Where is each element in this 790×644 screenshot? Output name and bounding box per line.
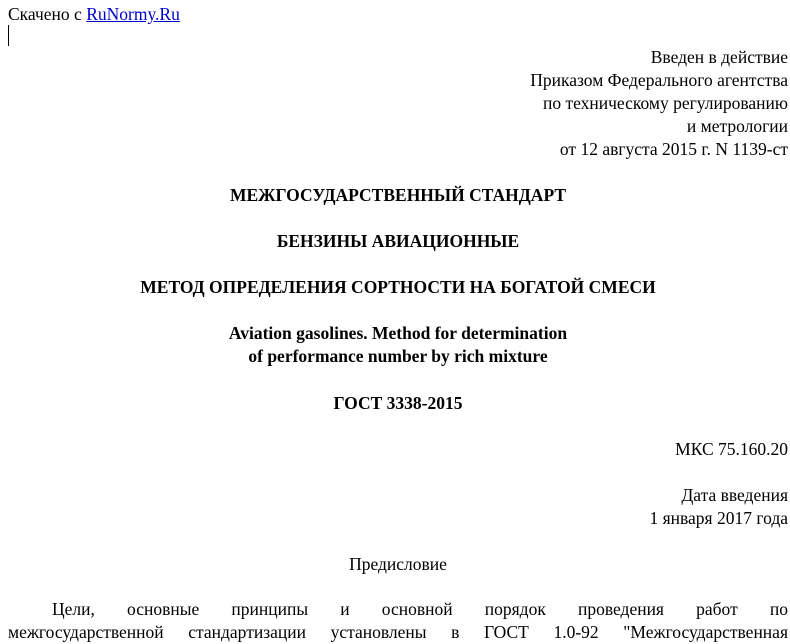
enactment-line: Введен в действие xyxy=(650,47,788,67)
title-line-2: МЕТОД ОПРЕДЕЛЕНИЯ СОРТНОСТИ НА БОГАТОЙ СМЕСИ xyxy=(140,277,656,297)
english-title-line-1: Aviation gasolines. Method for determination xyxy=(228,323,568,343)
enactment-line: и метрологии xyxy=(686,116,788,136)
intro-date-value: 1 января 2017 года xyxy=(649,508,788,528)
foreword-paragraph xyxy=(8,598,788,644)
enactment-line: Приказом Федерального агентства xyxy=(530,70,788,90)
enactment-line: от 12 августа 2015 г. N 1139-ст xyxy=(559,139,788,159)
standard-code: ГОСТ 3338-2015 xyxy=(333,393,463,413)
paragraph-line: Цели, основные принципы и основной порядок проведения работ по xyxy=(52,599,788,619)
text-cursor xyxy=(8,25,9,46)
paragraph-line: межгосударственной стандартизации установлены в ГОСТ 1.0-92 "Межгосударственная xyxy=(8,622,788,642)
source-link[interactable]: RuNormy.Ru xyxy=(86,4,180,24)
title-line-1: БЕНЗИНЫ АВИАЦИОННЫЕ xyxy=(276,231,520,251)
foreword-title: Предисловие xyxy=(349,554,447,574)
mks-code: МКС 75.160.20 xyxy=(675,439,788,459)
enactment-block xyxy=(530,46,788,161)
intro-date-label: Дата введения xyxy=(681,485,788,505)
enactment-line: по техническому регулированию xyxy=(542,93,788,113)
source-line xyxy=(8,3,180,26)
english-title-line-2: of performance number by rich mixture xyxy=(248,346,548,366)
standard-type-heading: МЕЖГОСУДАРСТВЕННЫЙ СТАНДАРТ xyxy=(229,185,567,205)
source-prefix: Скачено с xyxy=(8,4,87,24)
